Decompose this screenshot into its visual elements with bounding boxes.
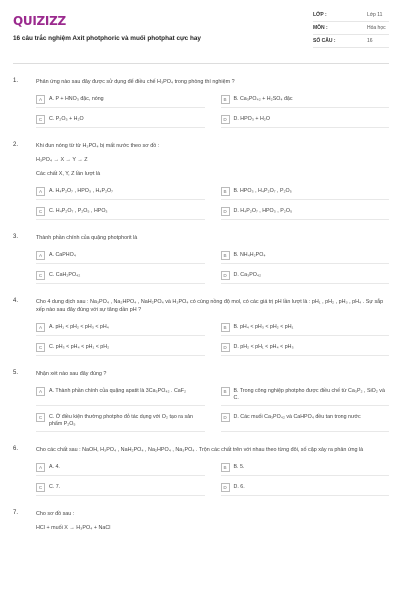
meta-count-label: SỐ CÂU : — [313, 38, 336, 44]
question-text: Cho 4 dung dịch sau : Na₃PO₄ , Na₂HPO₄ , NaH₂PO₄ và H₃PO₄ có cùng nồng độ mol, có các giá trị pH lần lượt là : pH₁ , pH₂ , pH₃ , pH₄ . Sự sắp xếp nào sau đây đúng với sự tăng dần pH ? — [36, 299, 384, 313]
question-text: Cho các chất sau : NaOH, H₃PO₄ , NaH₂PO₄ , Na₂HPO₄ , Na₃PO₄ . Trộn các chất trên với nhau theo từng đôi, số cặp xảy ra phản ứng là — [36, 447, 364, 453]
option-text: A. CaPHO₄ — [49, 252, 76, 258]
option-text: C. 7. — [49, 484, 61, 490]
option-letter-box: B — [221, 95, 230, 104]
question-item — [13, 446, 389, 496]
option-letter-box: A — [36, 251, 45, 260]
question-extra-line: HCl + muối X → H₃PO₄ + NaCl — [36, 525, 111, 531]
question-body — [36, 298, 389, 356]
question-text: Cho sơ đồ sau : — [36, 511, 75, 517]
question-number: 2. — [13, 142, 19, 148]
quiz-title: 16 câu trắc nghiệm Axit photphoric và muối photphat cực hay — [13, 35, 201, 42]
question-item — [13, 370, 389, 432]
option-text: B. 5. — [233, 464, 245, 470]
option-letter-box: D — [221, 207, 230, 216]
question-text: Thành phần chính của quặng photphorit là — [36, 235, 138, 241]
option-text: B. HPO₃ , H₄P₂O₇ , P₂O₅ — [233, 188, 292, 194]
question-text: Nhận xét nào sau đây đúng ? — [36, 371, 107, 377]
answer-option-a[interactable] — [36, 95, 205, 108]
answer-option-d[interactable] — [221, 207, 390, 220]
option-letter-box: A — [36, 463, 45, 472]
answer-option-a[interactable] — [36, 187, 205, 200]
option-text: D. pH₂ < pH₁ < pH₄ < pH₃ — [233, 344, 294, 350]
option-text: A. 4. — [49, 464, 60, 470]
option-letter-box: D — [221, 271, 230, 280]
answer-option-b[interactable] — [221, 187, 390, 200]
question-item — [13, 510, 389, 532]
question-list — [13, 78, 389, 532]
question-text: Khi đun nóng từ từ H₃PO₄ bị mất nước theo sơ đồ : — [36, 143, 160, 149]
option-text: A. H₄P₂O₇ , HPO₃ , H₄P₂O₇ — [49, 188, 113, 194]
answer-option-d[interactable] — [221, 115, 390, 128]
option-text: A. P + HNO₃ đặc, nóng — [49, 96, 104, 102]
meta-count-value: 16 — [367, 38, 373, 44]
answer-options — [36, 387, 389, 432]
option-letter-box: C — [36, 343, 45, 352]
question-number: 1. — [13, 78, 19, 84]
meta-count — [313, 35, 389, 48]
option-text: D. Các muối Ca₃PO₄₂ và CaHPO₄ đều tan trong nước — [233, 414, 361, 420]
question-extra-line: Các chất X, Y, Z lần lượt là — [36, 171, 101, 177]
option-text: C. CaH₂PO₄₂ — [49, 272, 81, 278]
answer-option-b[interactable] — [221, 251, 390, 264]
option-text: B. NH₄H₂PO₄ — [233, 252, 266, 258]
option-text: B. Trong công nghiệp photpho được điều chế từ Ca₃P₂ , SiO₂ và C. — [233, 388, 385, 401]
answer-option-c[interactable] — [36, 343, 205, 356]
question-number: 7. — [13, 510, 19, 516]
option-text: D. H₄P₂O₇ , HPO₃ , P₂O₅ — [233, 208, 293, 214]
meta-grade — [313, 9, 389, 22]
question-item — [13, 234, 389, 284]
answer-option-c[interactable] — [36, 207, 205, 220]
question-body — [36, 446, 389, 496]
option-text: C. pH₃ < pH₄ < pH₁ < pH₂ — [49, 344, 110, 350]
option-letter-box: C — [36, 207, 45, 216]
answer-options — [36, 95, 389, 128]
answer-option-c[interactable] — [36, 483, 205, 496]
answer-options — [36, 251, 389, 284]
answer-options — [36, 463, 389, 496]
option-letter-box: A — [36, 323, 45, 332]
question-number: 3. — [13, 234, 19, 240]
answer-option-d[interactable] — [221, 271, 390, 284]
question-body — [36, 510, 389, 532]
option-letter-box: D — [221, 115, 230, 124]
question-item — [13, 298, 389, 356]
question-body — [36, 370, 389, 432]
question-body — [36, 78, 389, 128]
answer-option-b[interactable] — [221, 323, 390, 336]
answer-option-c[interactable] — [36, 115, 205, 128]
question-body — [36, 142, 389, 220]
quiz-meta — [307, 9, 389, 48]
answer-option-d[interactable] — [221, 413, 390, 432]
option-letter-box: B — [221, 323, 230, 332]
answer-option-c[interactable] — [36, 413, 205, 432]
answer-options — [36, 187, 389, 220]
meta-subject — [313, 22, 389, 35]
option-text: D. HPO₃ + H₂O — [233, 116, 270, 122]
option-letter-box: C — [36, 115, 45, 124]
option-letter-box: A — [36, 187, 45, 196]
answer-option-d[interactable] — [221, 483, 390, 496]
option-letter-box: B — [221, 251, 230, 260]
answer-option-b[interactable] — [221, 387, 390, 406]
option-letter-box: D — [221, 483, 230, 492]
option-letter-box: A — [36, 387, 45, 396]
option-letter-box: B — [221, 387, 230, 396]
option-letter-box: D — [221, 343, 230, 352]
question-text: Phản ứng nào sau đây được sử dụng để điều chế H₃PO₄ trong phòng thí nghiệm ? — [36, 79, 235, 85]
option-text: A. Thành phần chính của quặng apatit là 3Ca₃PO₄₂ . CaF₂ — [49, 388, 187, 394]
option-text: B. Ca₃PO₄₂ + H₂SO₄ đặc — [233, 96, 293, 102]
option-text: A. pH₁ < pH₂ < pH₃ < pH₄ — [49, 324, 109, 330]
option-text: C. P₂O₅ + H₂O — [49, 116, 84, 122]
answer-option-c[interactable] — [36, 271, 205, 284]
meta-grade-value: Lớp 11 — [367, 12, 383, 18]
option-letter-box: C — [36, 413, 45, 422]
header-left — [13, 8, 201, 63]
option-text: D. Ca₃PO₄₂ — [233, 272, 262, 278]
answer-option-a[interactable] — [36, 463, 205, 476]
option-text: D. 6. — [233, 484, 245, 490]
option-text: C. H₄P₂O₇ , P₂O₅ , HPO₃ — [49, 208, 108, 214]
answer-options — [36, 323, 389, 356]
meta-grade-label: LỚP : — [313, 12, 327, 18]
option-letter-box: C — [36, 271, 45, 280]
question-extra-line: H₃PO₄ → X → Y → Z — [36, 157, 88, 163]
question-item — [13, 142, 389, 220]
question-number: 6. — [13, 446, 19, 452]
option-text: C. Ở điều kiện thường photpho đỏ tác dụng với O₂ tạo ra sản phẩm P₂O₅ — [49, 414, 194, 427]
option-letter-box: B — [221, 463, 230, 472]
option-text: B. pH₄ < pH₃ < pH₂ < pH₁ — [233, 324, 294, 330]
question-number: 5. — [13, 370, 19, 376]
answer-option-d[interactable] — [221, 343, 390, 356]
answer-option-a[interactable] — [36, 323, 205, 336]
meta-subject-label: MÔN : — [313, 25, 328, 31]
question-item — [13, 78, 389, 128]
quizizz-logo: QUIZIZZ — [13, 14, 66, 28]
question-number: 4. — [13, 298, 19, 304]
option-letter-box: C — [36, 483, 45, 492]
option-letter-box: B — [221, 187, 230, 196]
answer-option-b[interactable] — [221, 463, 390, 476]
meta-subject-value: Hóa học — [367, 25, 386, 31]
answer-option-a[interactable] — [36, 387, 205, 406]
answer-option-a[interactable] — [36, 251, 205, 264]
question-body — [36, 234, 389, 284]
option-letter-box: A — [36, 95, 45, 104]
answer-option-b[interactable] — [221, 95, 390, 108]
option-letter-box: D — [221, 413, 230, 422]
